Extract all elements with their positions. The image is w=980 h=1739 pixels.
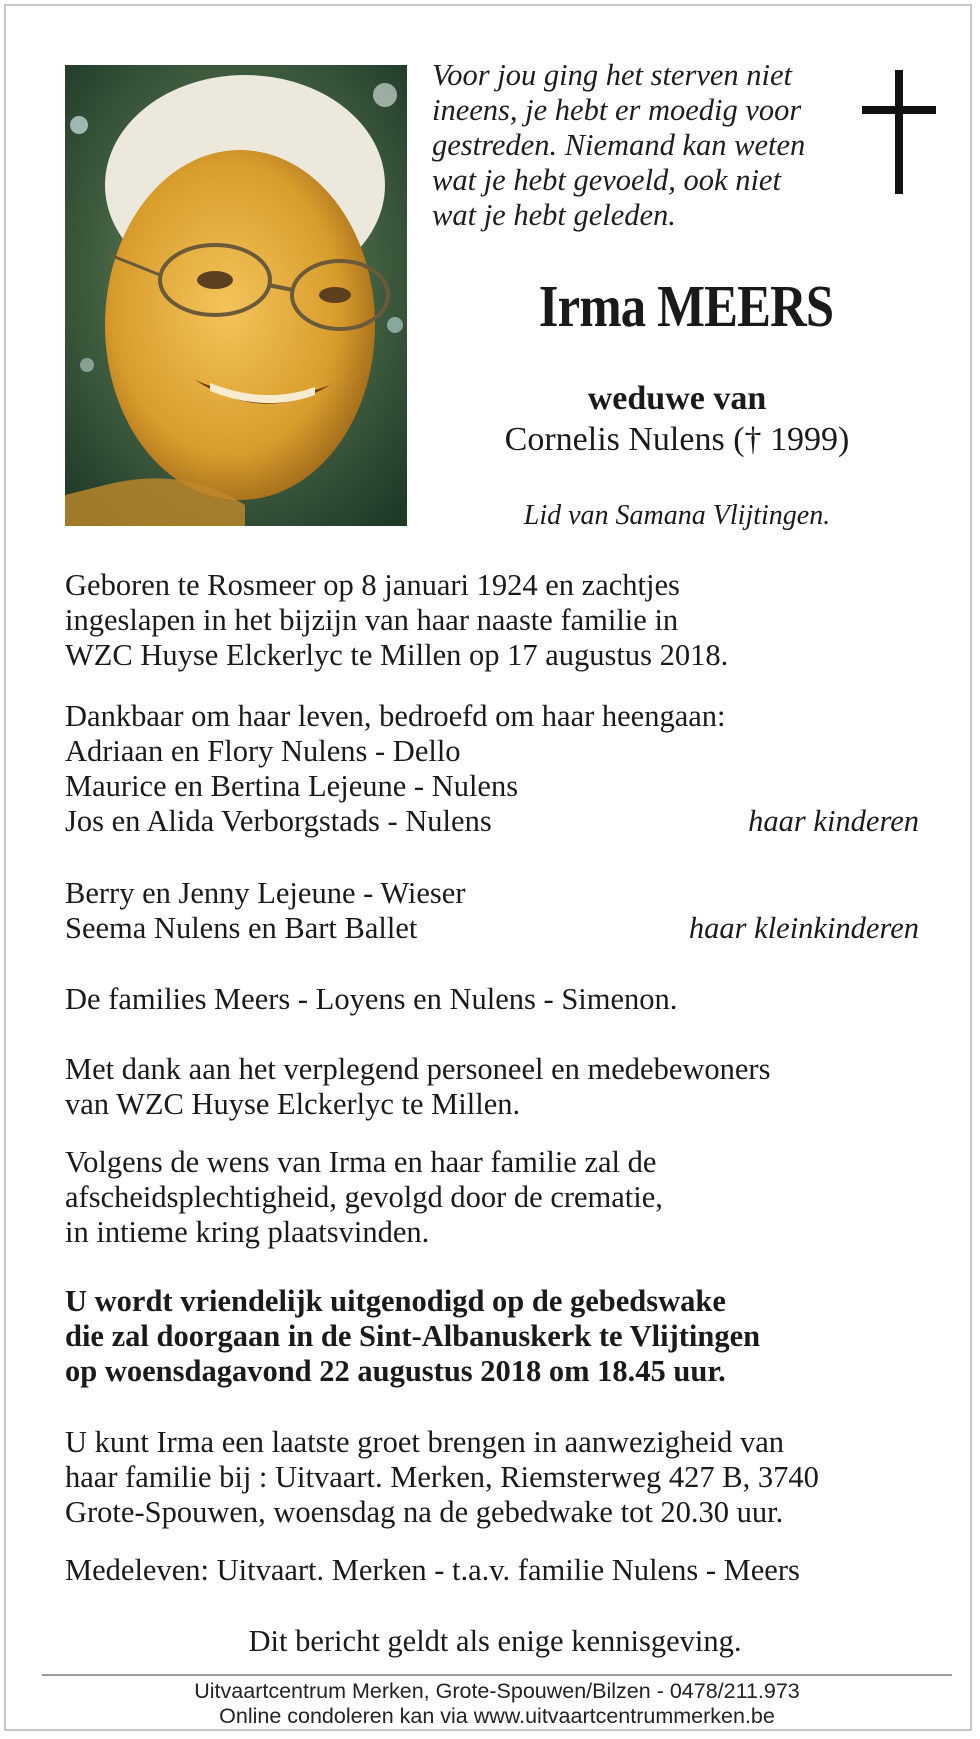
poem-line: ineens, je hebt er moedig voor <box>432 93 802 127</box>
text-line: in intieme kring plaatsvinden. <box>65 1215 430 1249</box>
funeral-home-footer <box>42 1679 952 1729</box>
grandchild-line: Berry en Jenny Lejeune - Wieser <box>65 876 466 910</box>
footer-contact: Uitvaartcentrum Merken, Grote-Spouwen/Bilzen - 0478/211.973 <box>194 1679 800 1703</box>
child-line: Maurice en Bertina Lejeune - Nulens <box>65 769 519 803</box>
membership: Lid van Samana Vlijtingen. <box>523 500 831 531</box>
text-line: U wordt vriendelijk uitgenodigd op de gebedswake <box>65 1284 726 1318</box>
text-line: van WZC Huyse Elckerlyc te Millen. <box>65 1087 521 1121</box>
grandchild-line-with-role <box>65 911 935 946</box>
child-line: Adriaan en Flory Nulens - Dello <box>65 734 461 768</box>
thanks-paragraph <box>65 1052 935 1122</box>
text-line: Volgens de wens van Irma en haar familie zal de <box>65 1145 657 1179</box>
children-role: haar kinderen <box>748 804 919 838</box>
text-line: Medeleven: Uitvaart. Merken - t.a.v. familie Nulens - Meers <box>65 1553 800 1587</box>
family-list <box>65 699 935 839</box>
text-line: U kunt Irma een laatste groet brengen in aanwezigheid van <box>65 1425 784 1459</box>
grandchild-line: Seema Nulens en Bart Ballet <box>65 911 418 945</box>
condolences-line <box>65 1553 935 1588</box>
child-line: Jos en Alida Verborgstads - Nulens <box>65 804 492 838</box>
family-intro: Dankbaar om haar leven, bedroefd om haar heengaan: <box>65 699 726 733</box>
birth-paragraph <box>65 568 935 673</box>
text-line: Grote-Spouwen, woensdag na de gebedwake tot 20.30 uur. <box>65 1495 784 1529</box>
text-line: haar familie bij : Uitvaart. Merken, Riemsterweg 427 B, 3740 <box>65 1460 819 1494</box>
latin-cross-icon <box>862 70 936 194</box>
poem-line: wat je hebt gevoeld, ook niet <box>432 163 781 197</box>
footer-website: Online condoleren kan via www.uitvaartcentrummerken.be <box>219 1704 775 1728</box>
text-line: Dit bericht geldt als enige kennisgeving. <box>248 1624 742 1658</box>
grandchildren-role: haar kleinkinderen <box>688 911 919 945</box>
families-line <box>65 982 935 1017</box>
spouse-name: Cornelis Nulens († 1999) <box>504 421 850 458</box>
deceased-name: Irma MEERS <box>538 273 834 339</box>
wish-paragraph <box>65 1145 935 1250</box>
child-line-with-role <box>65 804 935 839</box>
widow-label: weduwe van <box>587 380 767 417</box>
text-line: die zal doorgaan in de Sint-Albanuskerk te Vlijtingen <box>65 1319 761 1353</box>
text-line: ingeslapen in het bijzijn van haar naaste familie in <box>65 603 679 637</box>
text-line: Geboren te Rosmeer op 8 januari 1924 en zachtjes <box>65 568 680 602</box>
notice-line <box>65 1624 925 1659</box>
grandchildren-list <box>65 876 935 946</box>
invitation-paragraph <box>65 1284 935 1389</box>
poem-line: wat je hebt geleden. <box>432 198 676 232</box>
text-line: WZC Huyse Elckerlyc te Millen op 17 augustus 2018. <box>65 638 729 672</box>
text-line: afscheidsplechtigheid, gevolgd door de crematie, <box>65 1180 663 1214</box>
footer-divider <box>42 1674 952 1676</box>
visit-paragraph <box>65 1425 935 1530</box>
text-line: De families Meers - Loyens en Nulens - Simenon. <box>65 982 678 1016</box>
memorial-poem <box>432 58 872 233</box>
text-line: op woensdagavond 22 augustus 2018 om 18.45 uur. <box>65 1354 726 1388</box>
portrait-photo <box>65 65 407 526</box>
widow-of <box>426 378 928 460</box>
text-line: Met dank aan het verplegend personeel en medebewoners <box>65 1052 771 1086</box>
poem-line: gestreden. Niemand kan weten <box>432 128 806 162</box>
obituary-card <box>4 4 972 1731</box>
poem-line: Voor jou ging het sterven niet <box>432 58 793 92</box>
